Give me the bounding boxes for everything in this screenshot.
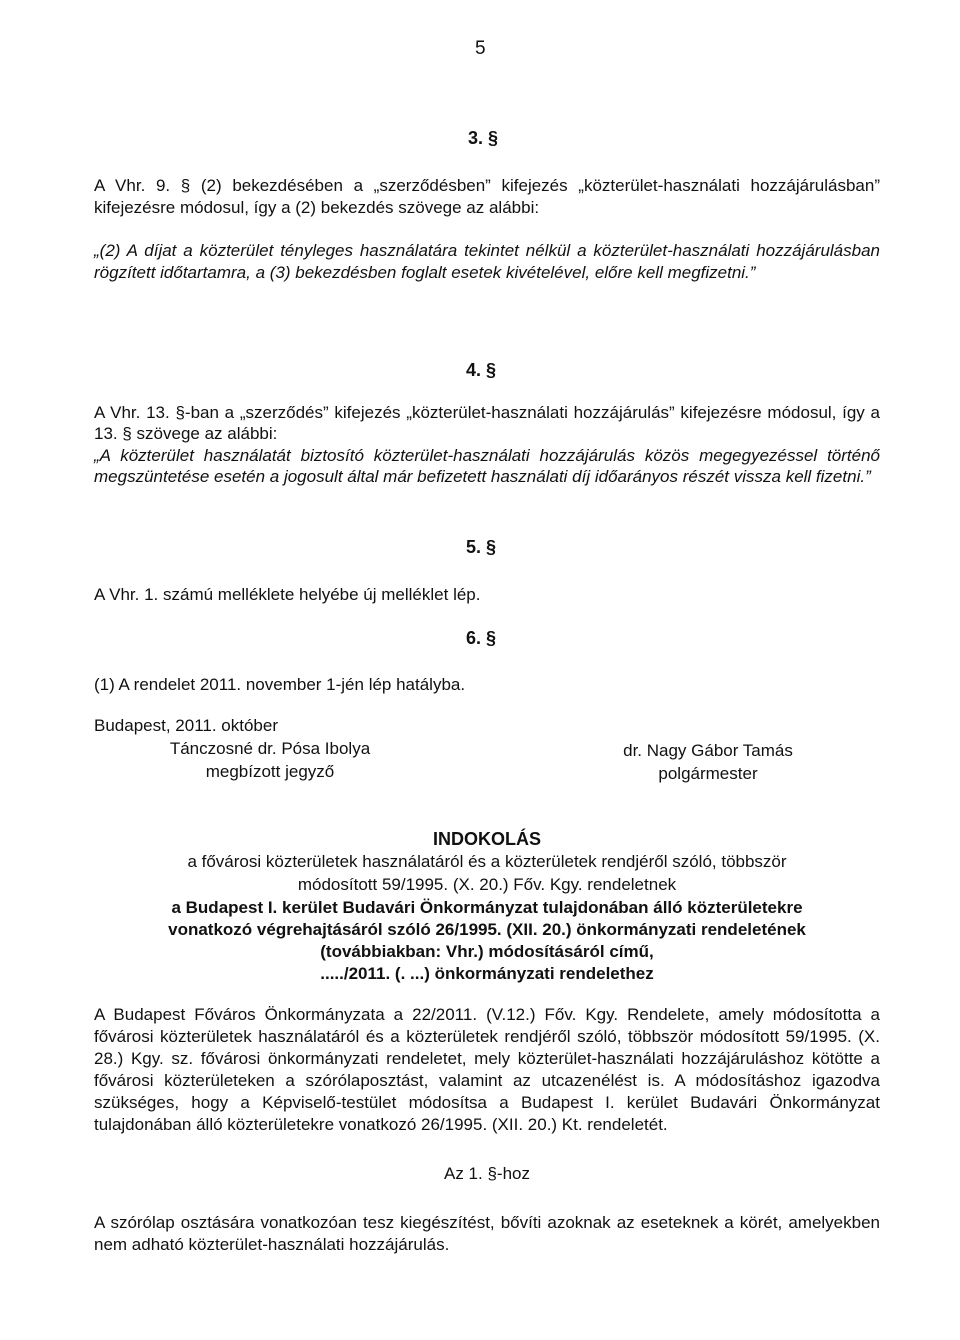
section-5-text: A Vhr. 1. számú melléklete helyébe új melléklet lép. (94, 585, 481, 604)
place-date: Budapest, 2011. október (94, 716, 278, 735)
indoklas-subtitle-1: a fővárosi közterületek használatáról és a közterületek rendjéről szóló, többször (187, 852, 787, 871)
section-1-reference: Az 1. §-hoz (444, 1164, 530, 1183)
indoklas-title: INDOKOLÁS (433, 829, 541, 849)
left-signatory-name: Tánczosné dr. Pósa Ibolya (169, 739, 371, 758)
section-5-heading: 5. § (466, 537, 497, 557)
section-3-quote: „(2) A díjat a közterület tényleges használatára tekintet nélkül a közterület-használati hozzájárulásban rögzített időtartamra, a (3) bekezdésben foglalt esetek kivételével, előre kell megfizetni.” (94, 241, 880, 282)
section-4-intro: A Vhr. 13. §-ban a „szerződés” kifejezés „közterület-használati hozzájárulás” kifejezésre módosul, így a 13. § szövege az alábbi: (94, 403, 880, 443)
section-6-text: (1) A rendelet 2011. november 1-jén lép hatályba. (94, 675, 466, 694)
section-3-intro: A Vhr. 9. § (2) bekezdésében a „szerződésben” kifejezés „közterület-használati hozzájárulásban” kifejezésre módosul, így a (2) bekezdés szövege az alábbi: (94, 176, 880, 217)
right-signatory-name: dr. Nagy Gábor Tamás (623, 741, 793, 760)
indoklas-bold-4: ...../2011. (. ...) önkormányzati rendelethez (320, 964, 654, 983)
section-4-quote: „A közterület használatát biztosító közterület-használati hozzájárulás közös megegyezéssel történő megszüntetése esetén a jogosult által már befizetett használati díj időarányos részét vissza kell fizetni.” (94, 446, 880, 486)
indoklas-paragraph-1: A Budapest Főváros Önkormányzata a 22/2011. (V.12.) Főv. Kgy. Rendelete, amely módosította a fővárosi közterületek használatáról és a közterületek rendjéről szóló, többször módosított 59/1995. (X. 28.) Kgy. sz. fővárosi önkormányzati rendeletet, mely közterület-használati hozzájáruláshoz kötötte a fővárosi közterületeken a szórólaposztást, valamint az utcazenélést is. A módosításhoz igazodva szükséges, hogy a Képviselő-testület módosítsa a Budapest I. kerület Budavári Önkormányzat tulajdonában álló közterületekre vonatkozó 26/1995. (XII. 20.) Kt. rendeletét. (94, 1005, 880, 1134)
indoklas-bold-3: (továbbiakban: Vhr.) módosításáról című, (320, 942, 654, 961)
page-number: 5 (475, 38, 486, 59)
section-6-heading: 6. § (466, 628, 497, 648)
indoklas-bold-2: vonatkozó végrehajtásáról szóló 26/1995. (XII. 20.) önkormányzati rendeletének (168, 920, 806, 939)
section-3-heading: 3. § (468, 128, 499, 148)
right-signatory-title: polgármester (658, 764, 758, 783)
section-4-heading: 4. § (466, 360, 497, 380)
indoklas-paragraph-2: A szórólap osztására vonatkozóan tesz kiegészítést, bővíti azoknak az eseteknek a körét, amelyekben nem adható közterület-használati hozzájárulás. (94, 1213, 880, 1254)
left-signatory-title: megbízott jegyző (205, 762, 335, 781)
indoklas-subtitle-2: módosított 59/1995. (X. 20.) Főv. Kgy. rendeletnek (297, 875, 677, 894)
indoklas-bold-1: a Budapest I. kerület Budavári Önkormányzat tulajdonában álló közterületekre (171, 898, 803, 917)
